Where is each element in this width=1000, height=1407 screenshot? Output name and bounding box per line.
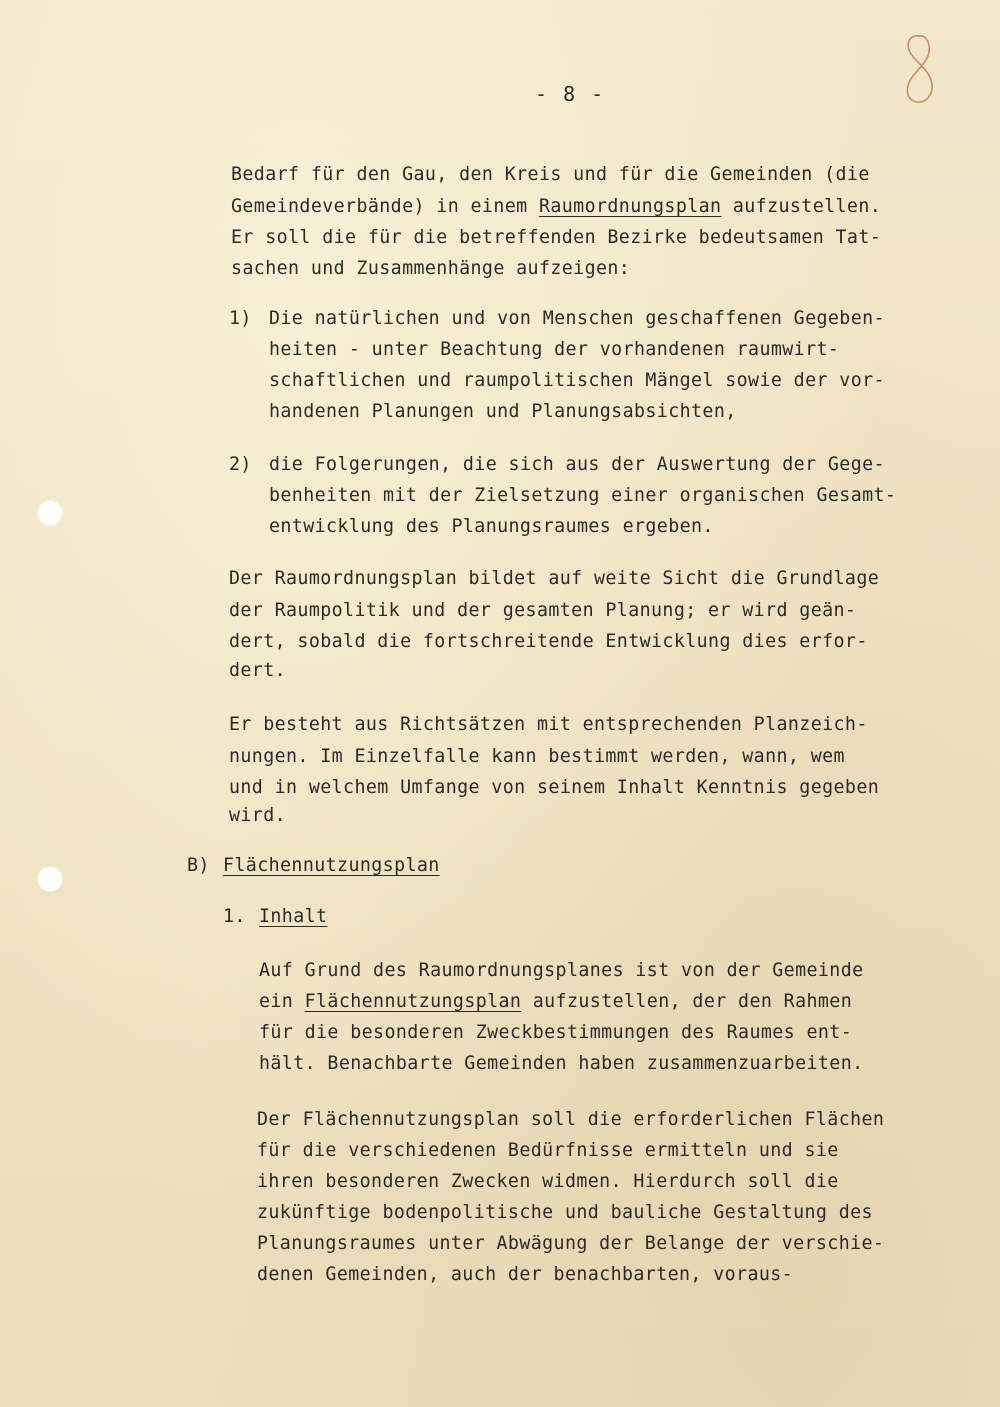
body-text-line: Bedarf für den Gau, den Kreis und für die Gemeinden (die xyxy=(231,164,870,185)
list-item-text: Die natürlichen und von Menschen geschaffenen Gegeben- xyxy=(269,308,885,329)
body-text-line: für die besonderen Zweckbestimmungen des Raumes ent- xyxy=(259,1022,853,1043)
body-text-line: Auf Grund des Raumordnungsplanes ist von der Gemeinde xyxy=(259,960,864,981)
subsection-heading: Inhalt xyxy=(259,906,328,927)
body-text-line: ein Flächennutzungsplan aufzustellen, der den Rahmen xyxy=(259,991,853,1012)
subsection-marker: 1. xyxy=(223,906,246,927)
punch-hole xyxy=(37,500,63,526)
body-text-line: dert. xyxy=(229,660,287,681)
underlined-term: Raumordnungsplan xyxy=(538,196,722,217)
underlined-term: Flächennutzungsplan xyxy=(304,991,522,1012)
body-text-line: hält. Benachbarte Gemeinden haben zusammenzuarbeiten. xyxy=(259,1053,864,1074)
body-text-line: Gemeindeverbände) in einem Raumordnungsplan aufzustellen. xyxy=(231,196,882,217)
list-item-text: benheiten mit der Zielsetzung einer organischen Gesamt- xyxy=(269,485,897,506)
list-marker: 1) xyxy=(229,308,252,329)
section-marker: B) xyxy=(187,855,210,876)
body-text-line: denen Gemeinden, auch der benachbarten, voraus- xyxy=(257,1264,794,1285)
body-text-line: Er soll die für die betreffenden Bezirke bedeutsamen Tat- xyxy=(231,227,882,248)
section-heading: Flächennutzungsplan xyxy=(223,855,440,876)
list-item-text: die Folgerungen, die sich aus der Auswertung der Gege- xyxy=(269,454,885,475)
list-item-text: entwicklung des Planungsraumes ergeben. xyxy=(269,516,714,537)
body-text-line: zukünftige bodenpolitische und bauliche Gestaltung des xyxy=(257,1202,873,1223)
body-text-line: Der Raumordnungsplan bildet auf weite Sicht die Grundlage xyxy=(229,568,880,589)
list-item-text: schaftlichen und raumpolitischen Mängel sowie der vor- xyxy=(269,370,885,391)
list-marker: 2) xyxy=(229,454,252,475)
body-text-line: ihren besonderen Zwecken widmen. Hierdurch soll die xyxy=(257,1171,839,1192)
body-text-line: für die verschiedenen Bedürfnisse ermitteln und sie xyxy=(257,1140,839,1161)
body-text-line: dert, sobald die fortschreitende Entwicklung dies erfor- xyxy=(229,631,868,652)
list-item-text: handenen Planungen und Planungsabsichten, xyxy=(269,401,737,422)
body-text-line: Er besteht aus Richtsätzen mit entsprechenden Planzeich- xyxy=(229,714,868,735)
body-text-line: Planungsraumes unter Abwägung der Belange der verschie- xyxy=(257,1233,885,1254)
list-item-text: heiten - unter Beachtung der vorhandenen raumwirt- xyxy=(269,339,840,360)
body-text-line: nungen. Im Einzelfalle kann bestimmt werden, wann, wem xyxy=(229,746,845,767)
page-number: - 8 - xyxy=(535,82,606,106)
body-text-line: Der Flächennutzungsplan soll die erforderlichen Flächen xyxy=(257,1109,885,1130)
body-text-line: sachen und Zusammenhänge aufzeigen: xyxy=(231,258,631,279)
body-text-line: und in welchem Umfange von seinem Inhalt Kenntnis gegeben xyxy=(229,777,880,798)
body-text-line: der Raumpolitik und der gesamten Planung; er wird geän- xyxy=(229,600,857,621)
handwritten-page-number xyxy=(897,30,943,108)
body-text-line: wird. xyxy=(229,805,287,826)
punch-hole xyxy=(37,866,63,892)
